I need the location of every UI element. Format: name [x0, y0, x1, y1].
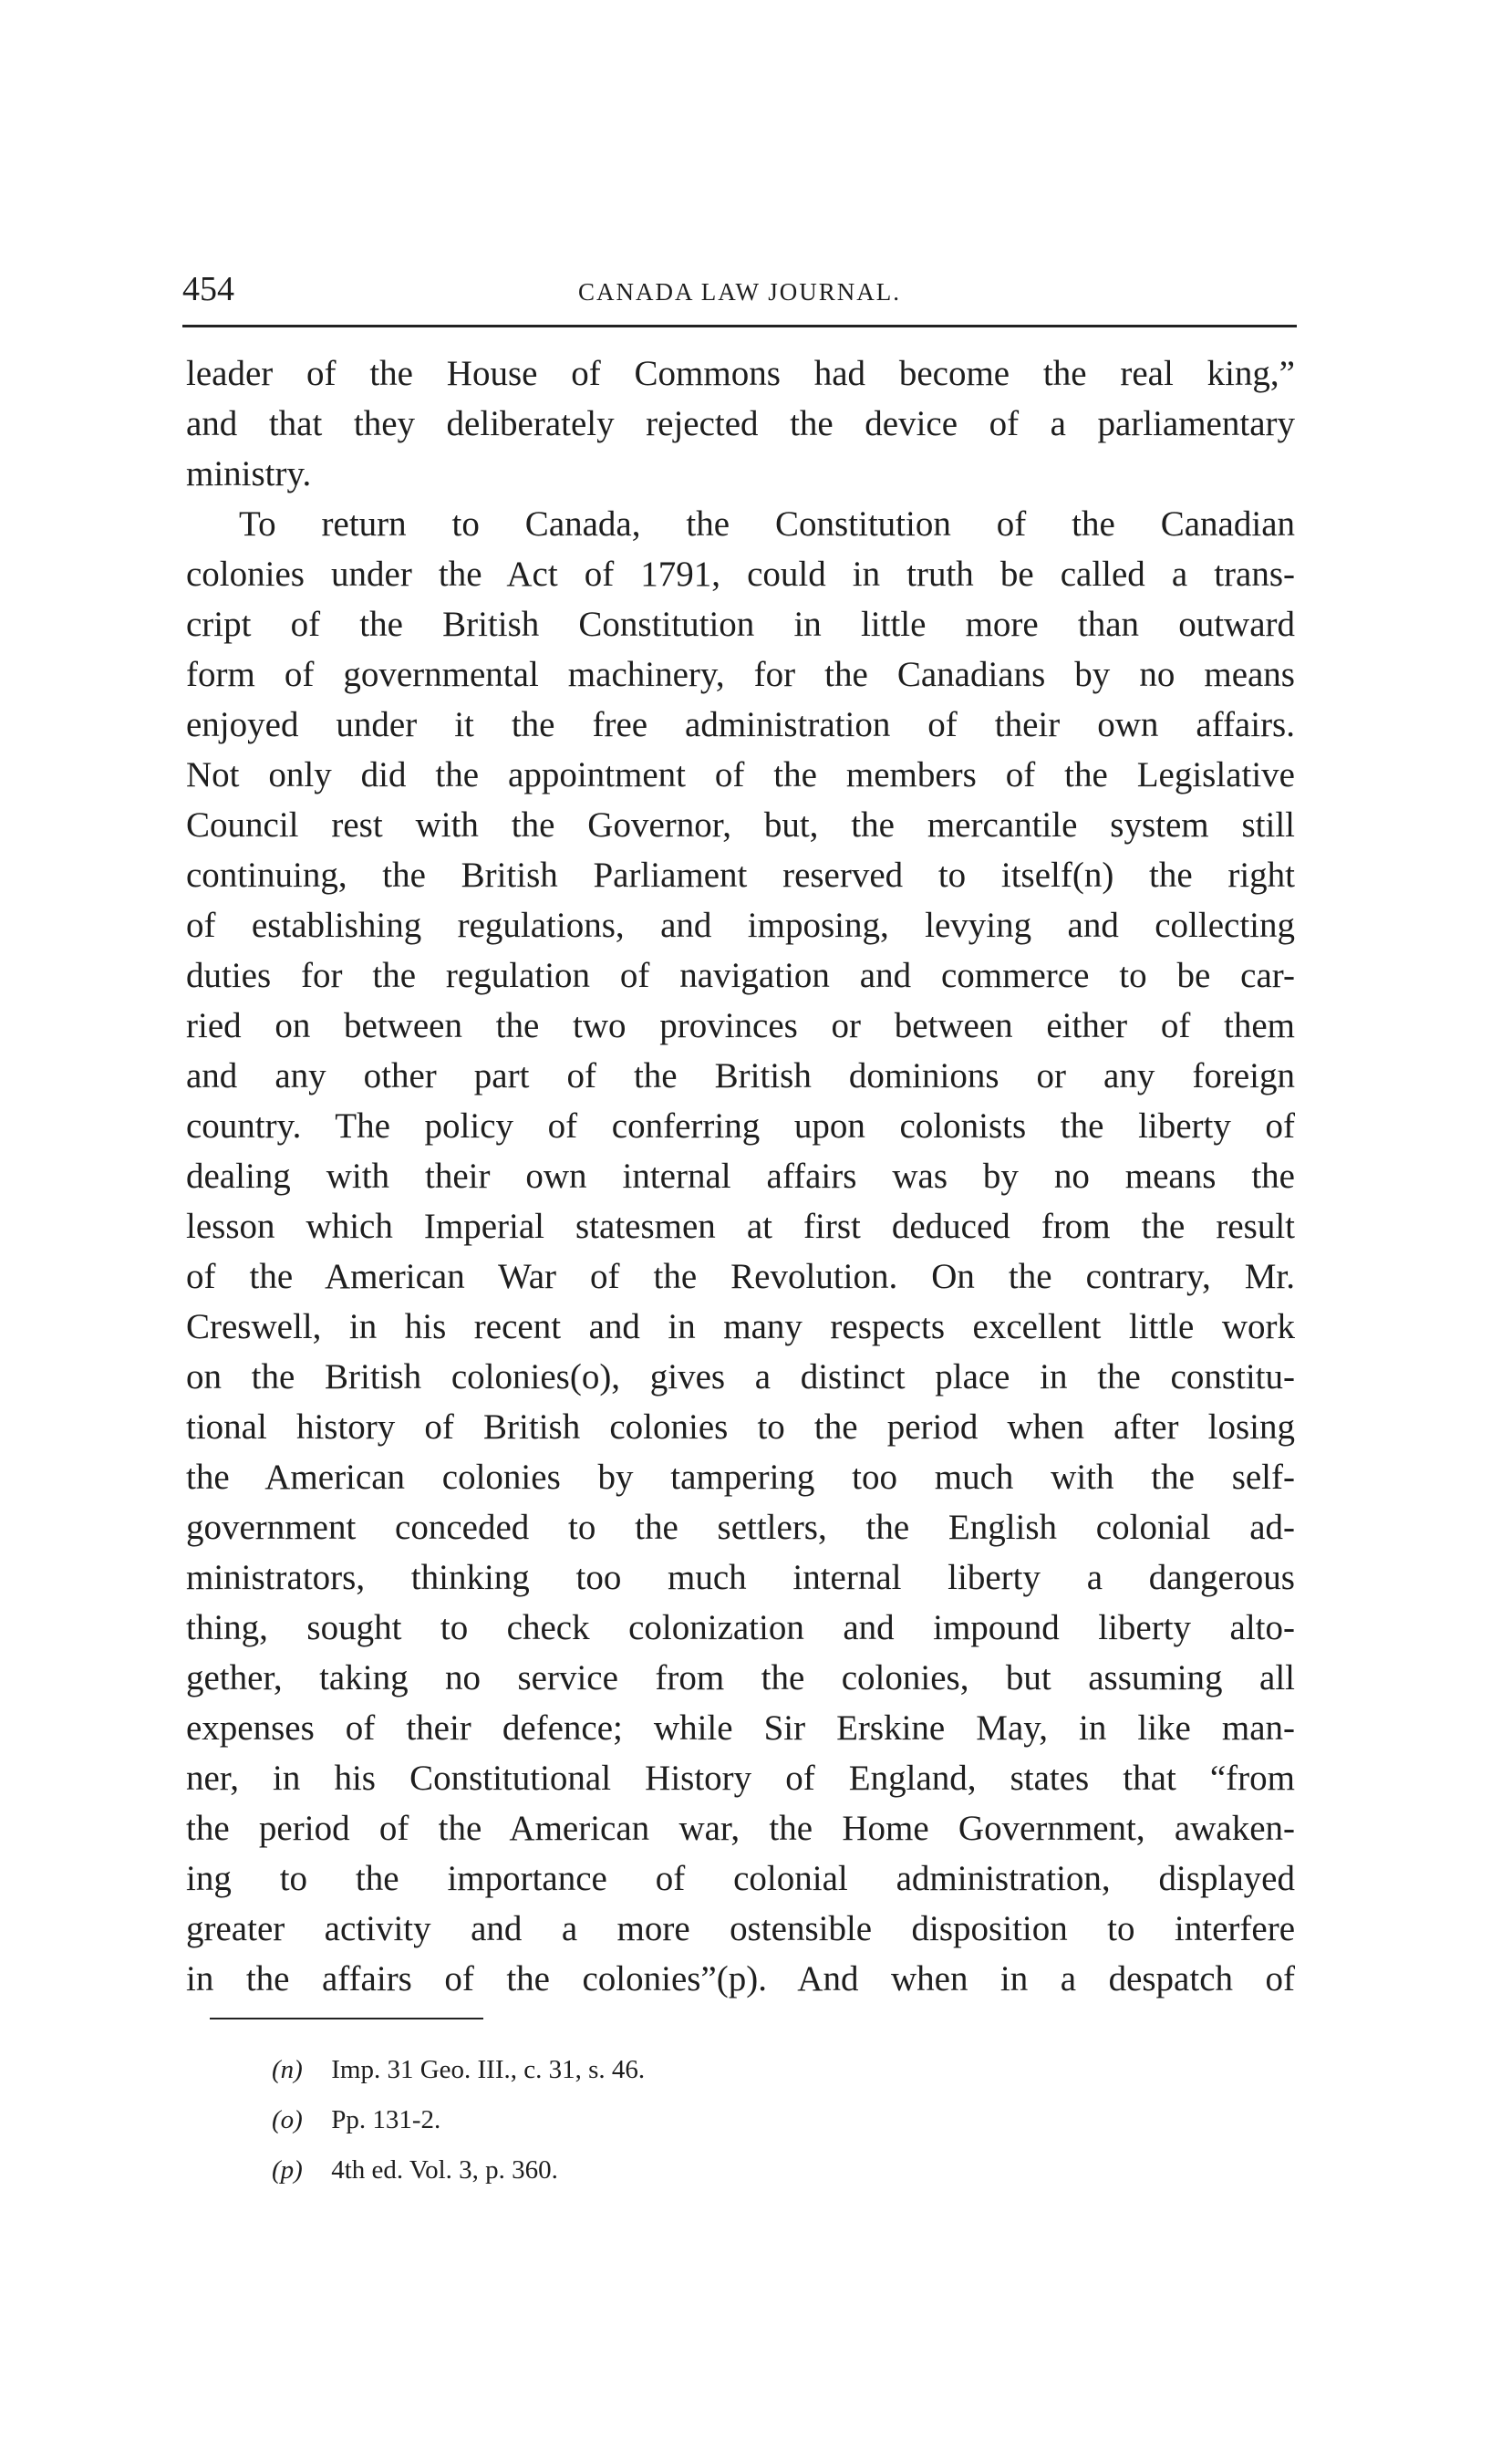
text-line: thing, sought to check colonization and impound liberty alto- — [186, 1608, 1295, 1647]
text-line: Council rest with the Governor, but, the mercantile system still — [186, 805, 1295, 845]
footnote-text: Pp. 131-2. — [331, 2105, 441, 2134]
text-line: expenses of their defence; while Sir Erskine May, in like man- — [186, 1708, 1295, 1748]
text-line: ministry. — [186, 454, 312, 493]
footnote-mark: (p) — [272, 2155, 303, 2185]
footnote-n — [272, 2045, 1093, 2095]
text-line: ner, in his Constitutional History of England, states that “from — [186, 1759, 1295, 1798]
text-line: and any other part of the British dominions or any foreign — [186, 1056, 1295, 1095]
text-line: of establishing regulations, and imposing, levying and collecting — [186, 906, 1295, 945]
footnote-o — [272, 2095, 1093, 2145]
footnotes — [272, 2045, 1093, 2196]
footnote-rule — [210, 2018, 483, 2019]
footnote-text: 4th ed. Vol. 3, p. 360. — [331, 2155, 558, 2185]
page-header — [182, 266, 1297, 312]
text-line: form of governmental machinery, for the Canadians by no means — [186, 655, 1295, 694]
text-line: duties for the regulation of navigation and commerce to be car- — [186, 956, 1295, 995]
text-line: in the affairs of the colonies”(p). And when in a despatch of — [186, 1959, 1295, 1998]
text-line: on the British colonies(o), gives a distinct place in the constitu- — [186, 1357, 1295, 1396]
running-head: CANADA LAW JOURNAL. — [577, 278, 902, 306]
text-line: gether, taking no service from the colonies, but assuming all — [186, 1658, 1295, 1697]
text-line: enjoyed under it the free administration of their own affairs. — [186, 705, 1295, 744]
footnote-text: Imp. 31 Geo. III., c. 31, s. 46. — [331, 2055, 646, 2084]
text-line: ministrators, thinking too much internal liberty a dangerous — [186, 1558, 1295, 1597]
text-line: greater activity and a more ostensible disposition to interfere — [186, 1909, 1295, 1948]
text-line: ried on between the two provinces or between either of them — [186, 1006, 1295, 1045]
text-line: the American colonies by tampering too much with the self- — [186, 1458, 1295, 1497]
text-line: of the American War of the Revolution. On the contrary, Mr. — [186, 1257, 1295, 1296]
text-line: colonies under the Act of 1791, could in truth be called a trans- — [186, 555, 1295, 594]
text-line: the period of the American war, the Home Government, awaken- — [186, 1809, 1295, 1848]
page-number: 454 — [182, 270, 234, 308]
text-line: To return to Canada, the Constitution of the Canadian — [239, 504, 1295, 544]
text-line: tional history of British colonies to the period when after losing — [186, 1407, 1295, 1447]
header-rule — [182, 325, 1297, 327]
text-line: continuing, the British Parliament reserved to itself(n) the right — [186, 856, 1295, 895]
footnote-mark: (o) — [272, 2105, 303, 2134]
text-line: leader of the House of Commons had become the real king,” — [186, 354, 1295, 393]
text-line: ing to the importance of colonial administration, displayed — [186, 1859, 1295, 1898]
text-line: government conceded to the settlers, the English colonial ad- — [186, 1508, 1295, 1547]
text-line: country. The policy of conferring upon colonists the liberty of — [186, 1106, 1295, 1146]
text-line: Creswell, in his recent and in many respects excellent little work — [186, 1307, 1295, 1346]
text-line: and that they deliberately rejected the device of a parliamentary — [186, 404, 1295, 443]
footnote-mark: (n) — [272, 2055, 303, 2084]
text-line: cript of the British Constitution in little more than outward — [186, 605, 1295, 644]
text-line: lesson which Imperial statesmen at first deduced from the result — [186, 1207, 1295, 1246]
text-line: dealing with their own internal affairs was by no means the — [186, 1157, 1295, 1196]
body-text — [186, 348, 1295, 2004]
text-line: Not only did the appointment of the members of the Legislative — [186, 755, 1295, 794]
footnote-p — [272, 2145, 1093, 2196]
